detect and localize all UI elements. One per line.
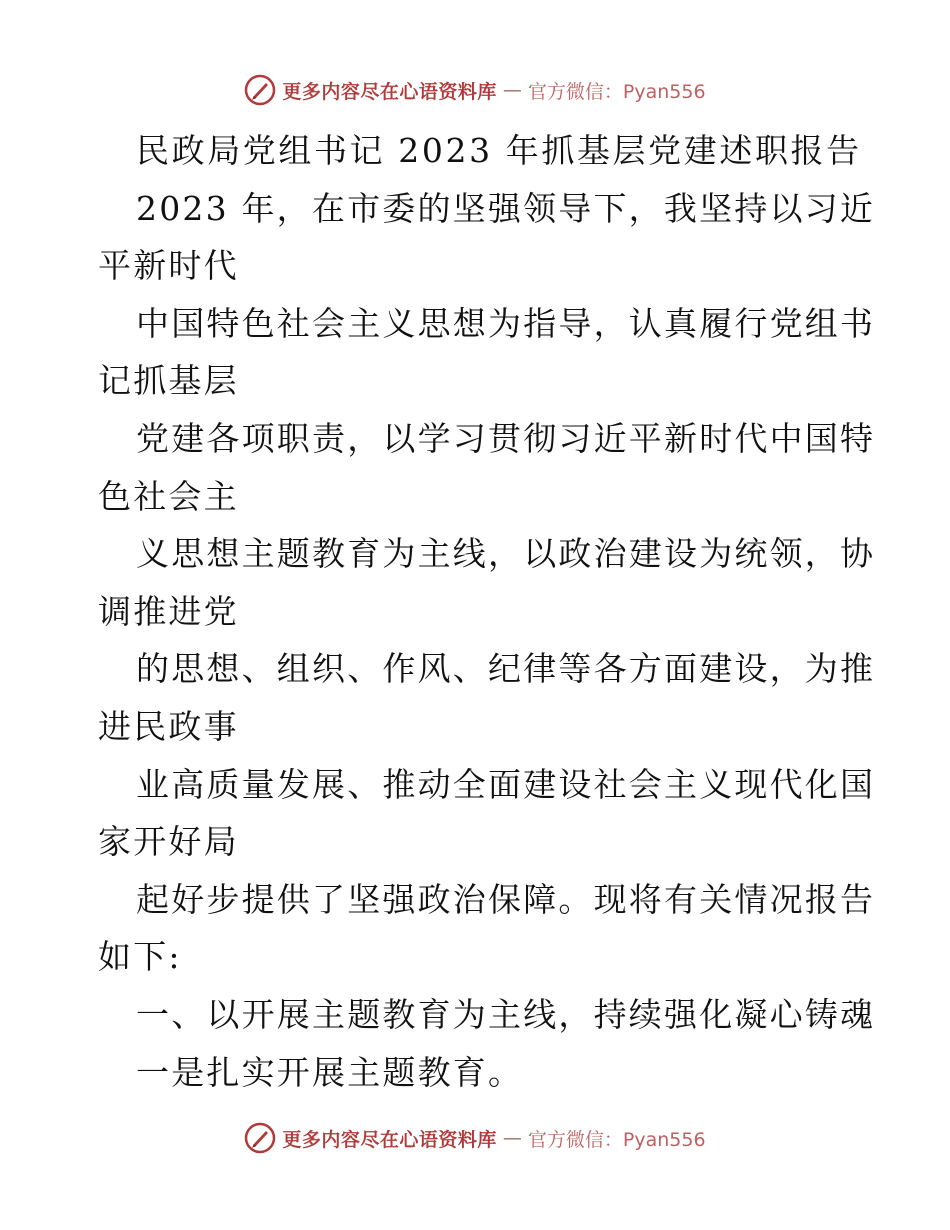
paragraph-line: 家开好局 — [98, 822, 239, 862]
paragraph-line: 一是扎实开展主题教育。 — [136, 1052, 524, 1092]
paragraph-line: 起好步提供了坚强政治保障。现将有关情况报告 — [136, 879, 876, 919]
paragraph-line: 色社会主 — [98, 476, 239, 516]
watermark-wechat: 官方微信：Pyan556 — [527, 80, 706, 103]
watermark-wechat: 官方微信：Pyan556 — [527, 1128, 706, 1151]
paragraph-line: 调推进党 — [98, 591, 239, 631]
paragraph-line: 平新时代 — [98, 246, 239, 286]
paragraph-line: 2023 年，在市委的坚强领导下，我坚持以习近 — [136, 188, 876, 228]
watermark-separator: — — [502, 1127, 522, 1149]
paragraph-line: 党建各项职责，以学习贯彻习近平新时代中国特 — [136, 418, 876, 458]
paragraph-line: 义思想主题教育为主线，以政治建设为统领，协 — [136, 534, 876, 574]
paragraph-line: 的思想、组织、作风、纪律等各方面建设，为推 — [136, 649, 876, 689]
paragraph-line: 进民政事 — [98, 706, 239, 746]
document-body — [98, 122, 876, 1101]
section-heading: 一、以开展主题教育为主线，持续强化凝心铸魂 — [136, 994, 876, 1034]
paragraph-line: 中国特色社会主义思想为指导，认真履行党组书 — [136, 303, 876, 343]
paragraph-line: 业高质量发展、推动全面建设社会主义现代化国 — [136, 764, 876, 804]
watermark-brand: 更多内容尽在心语资料库 — [282, 80, 497, 103]
watermark-brand: 更多内容尽在心语资料库 — [282, 1128, 497, 1151]
paragraph-line: 记抓基层 — [98, 361, 239, 401]
pen-feather-icon — [244, 74, 276, 106]
paragraph-line: 如下: — [98, 937, 182, 977]
footer-watermark — [0, 1118, 950, 1158]
pen-feather-icon — [244, 1122, 276, 1154]
document-title: 民政局党组书记 2023 年抓基层党建述职报告 — [136, 131, 862, 170]
watermark-separator: — — [502, 79, 522, 101]
header-watermark — [0, 70, 950, 110]
